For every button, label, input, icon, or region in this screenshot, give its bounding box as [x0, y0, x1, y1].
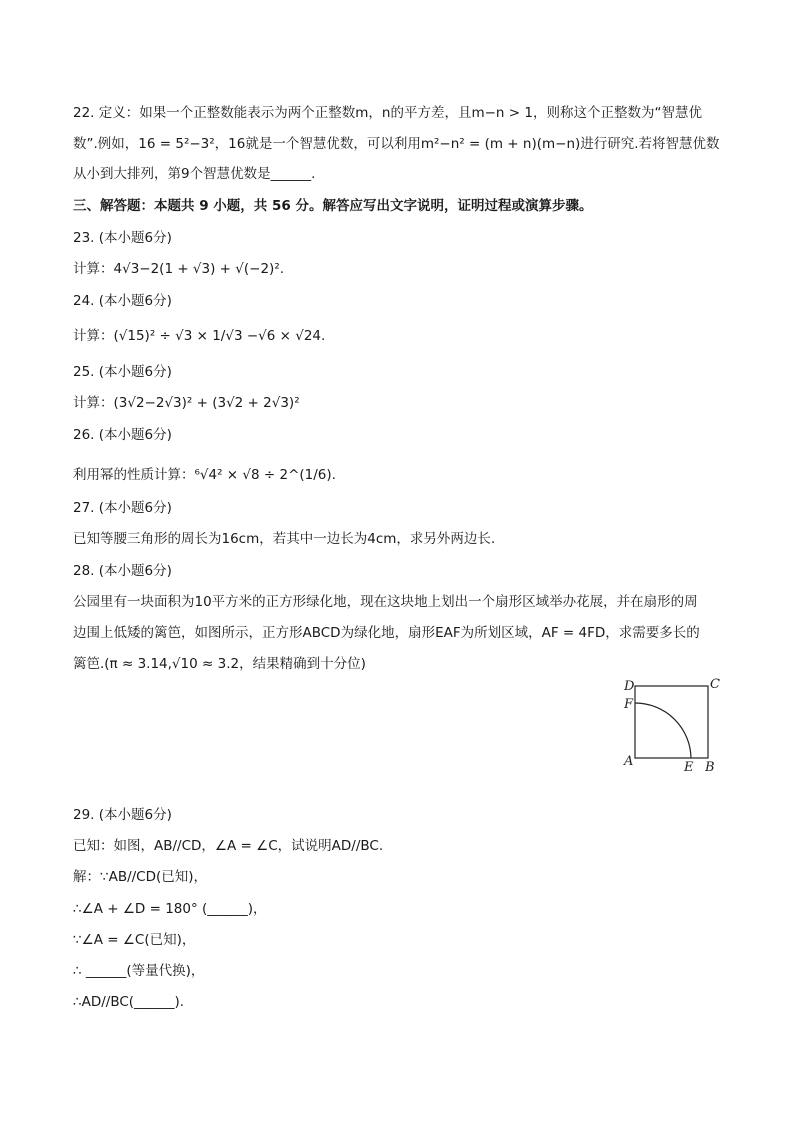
label-a: A: [624, 754, 634, 769]
q29-step-3: ∵∠A = ∠C(已知)，: [73, 932, 196, 948]
q23-body: 计算：4√3−2(1 + √3) + √(−2)².: [73, 261, 285, 277]
q26-heading: 26. (本小题6分): [73, 427, 172, 443]
q22-line-2: 数”.例如，16 = 5²−3²，16就是一个智慧优数，可以利用m²−n² = (m + n)(m−n)进行研究.若将智慧优数: [73, 136, 720, 152]
q29-step-5: ∴AD//BC(______).: [73, 994, 185, 1010]
q28-heading: 28. (本小题6分): [73, 563, 172, 579]
q28-line-3: 篱笆.(π ≈ 3.14,√10 ≈ 3.2，结果精确到十分位): [73, 656, 366, 672]
q27-body: 已知等腰三角形的周长为16cm，若其中一边长为4cm，求另外两边长.: [73, 531, 496, 547]
q25-body: 计算：(3√2−2√3)² + (3√2 + 2√3)²: [73, 395, 300, 411]
q29-step-2: ∴∠A + ∠D = 180° (______)，: [73, 901, 267, 917]
q27-heading: 27. (本小题6分): [73, 500, 172, 516]
q29-step-1: 解：∵AB//CD(已知)，: [73, 869, 208, 885]
q24-body: 计算：(√15)² ÷ √3 × 1/√3 −√6 × √24.: [73, 328, 326, 344]
label-c: C: [710, 677, 720, 692]
q23-heading: 23. (本小题6分): [73, 230, 172, 246]
square-sector-figure: [620, 676, 730, 776]
q28-line-2: 边围上低矮的篱笆，如图所示，正方形ABCD为绿化地，扇形EAF为所划区域，AF = 4FD，求需要多长的: [73, 625, 700, 641]
sector-arc-ef: [635, 703, 691, 758]
q28-line-1: 公园里有一块面积为10平方米的正方形绿化地，现在这块地上划出一个扇形区域举办花展，并在扇形的周: [73, 594, 698, 610]
q25-heading: 25. (本小题6分): [73, 364, 172, 380]
q26-body: 利用幂的性质计算：⁶√4² × √8 ÷ 2^(1/6).: [73, 467, 336, 483]
section-3-heading: 三、解答题：本题共 9 小题，共 56 分。解答应写出文字说明，证明过程或演算步骤。: [73, 198, 593, 214]
label-d: D: [624, 679, 635, 694]
q29-heading: 29. (本小题6分): [73, 807, 172, 823]
q22-line-3: 从小到大排列，第9个智慧优数是______.: [73, 166, 316, 182]
q29-step-4: ∴ ______(等量代换)，: [73, 963, 205, 979]
q29-given: 已知：如图，AB//CD，∠A = ∠C，试说明AD//BC.: [73, 838, 384, 854]
q24-heading: 24. (本小题6分): [73, 293, 172, 309]
label-b: B: [705, 760, 715, 775]
square-abcd: [635, 686, 708, 758]
label-f: F: [624, 697, 634, 712]
q22-line-1: 22. 定义：如果一个正整数能表示为两个正整数m，n的平方差，且m−n > 1，则称这个正整数为“智慧优: [73, 105, 702, 121]
label-e: E: [684, 760, 694, 775]
